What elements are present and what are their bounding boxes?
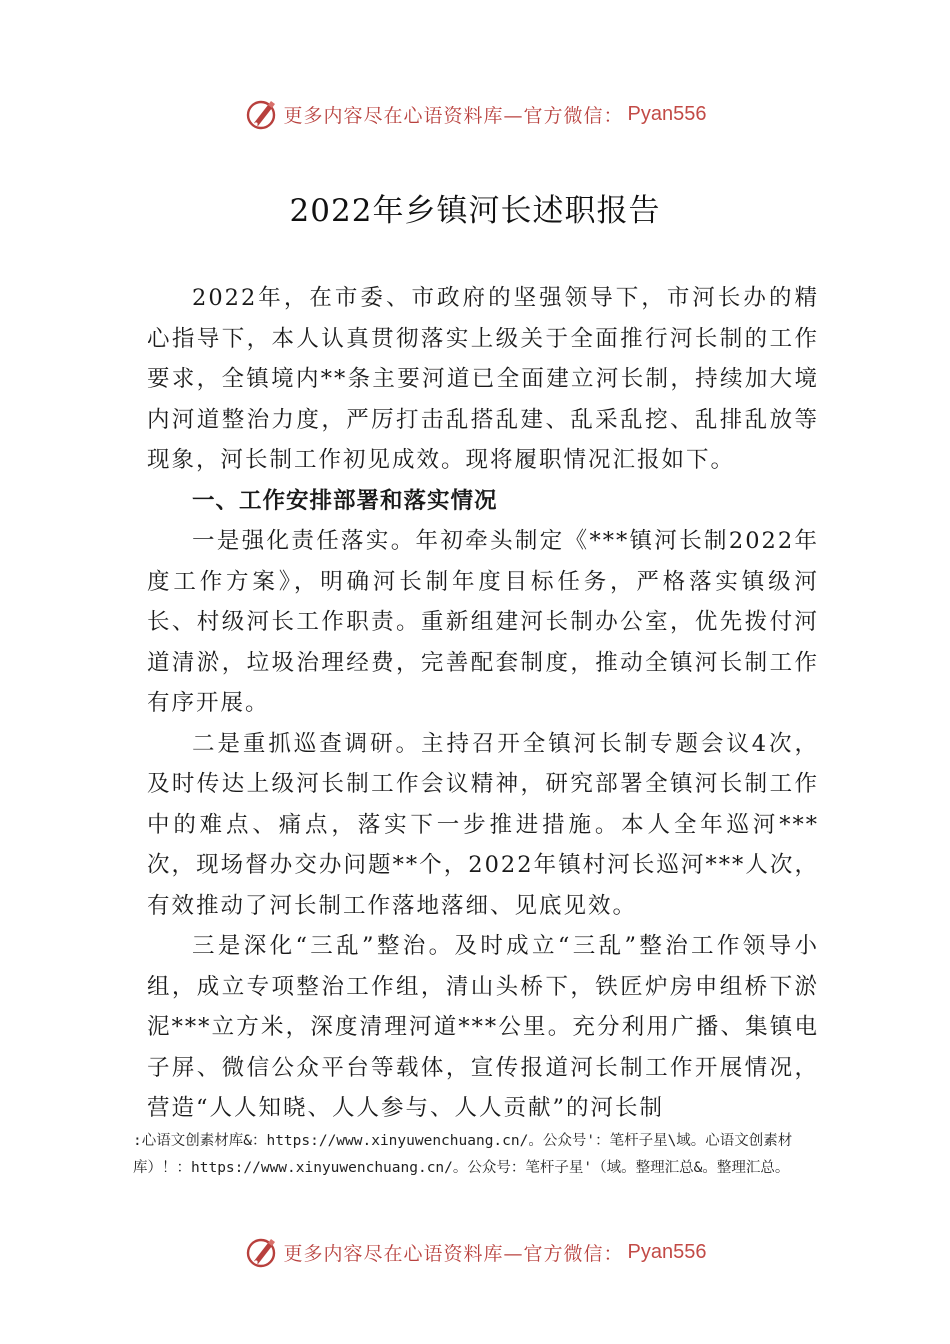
banner-text: 更多内容尽在心语资料库—官方微信：	[283, 104, 624, 127]
banner-wechat-id: Pyan556	[627, 1240, 707, 1263]
document-body	[147, 278, 819, 1129]
intro-paragraph: 2022年，在市委、市政府的坚强领导下，市河长办的精心指导下，本人认真贯彻落实上级关于全面推行河长制的工作要求，全镇境内**条主要河道已全面建立河长制，持续加大境内河道整治力度，严厉打击乱搭乱建、乱采乱挖、乱排乱放等现象，河长制工作初见成效。现将履职情况汇报如下。	[147, 285, 819, 473]
top-watermark-banner	[0, 94, 950, 134]
section-paragraph-2: 二是重抓巡查调研。主持召开全镇河长制专题会议4次，及时传达上级河长制工作会议精神，研究部署全镇河长制工作中的难点、痛点，落实下一步推进措施。本人全年巡河***次，现场督办交办问题**个，2022年镇村河长巡河***人次，有效推动了河长制工作落地落细、见底见效。	[147, 730, 819, 919]
pen-logo-icon	[244, 96, 280, 132]
pen-logo-icon	[244, 1234, 280, 1270]
footnote: :心语文创素材库&：https://www.xinyuwenchuang.cn/。公众号'：笔杆子星\域。心语文创素材库）！：https://www.xinyuwenchuang.cn/。公众号：笔杆子星'（域。整理汇总&。整理汇总。	[133, 1133, 793, 1176]
document-title: 2022年乡镇河长述职报告	[289, 193, 661, 229]
section-heading: 一、工作安排部署和落实情况	[192, 487, 498, 514]
section-paragraph-1: 一是强化责任落实。年初牵头制定《***镇河长制2022年度工作方案》，明确河长制年度目标任务，严格落实镇级河长、村级河长工作职责。重新组建河长制办公室，优先拨付河道清淤，垃圾治理经费，完善配套制度，推动全镇河长制工作有序开展。	[147, 528, 819, 716]
bottom-watermark-banner	[0, 1232, 950, 1272]
banner-wechat-id: Pyan556	[627, 102, 707, 125]
section-paragraph-3: 三是深化“三乱”整治。及时成立“三乱”整治工作领导小组，成立专项整治工作组，清山头桥下，铁匠炉房申组桥下淤泥***立方米，深度清理河道***公里。充分利用广播、集镇电子屏、微信公众平台等载体，宣传报道河长制工作开展情况，营造“人人知晓、人人参与、人人贡献”的河长制	[147, 933, 819, 1121]
banner-text: 更多内容尽在心语资料库—官方微信：	[283, 1242, 624, 1265]
